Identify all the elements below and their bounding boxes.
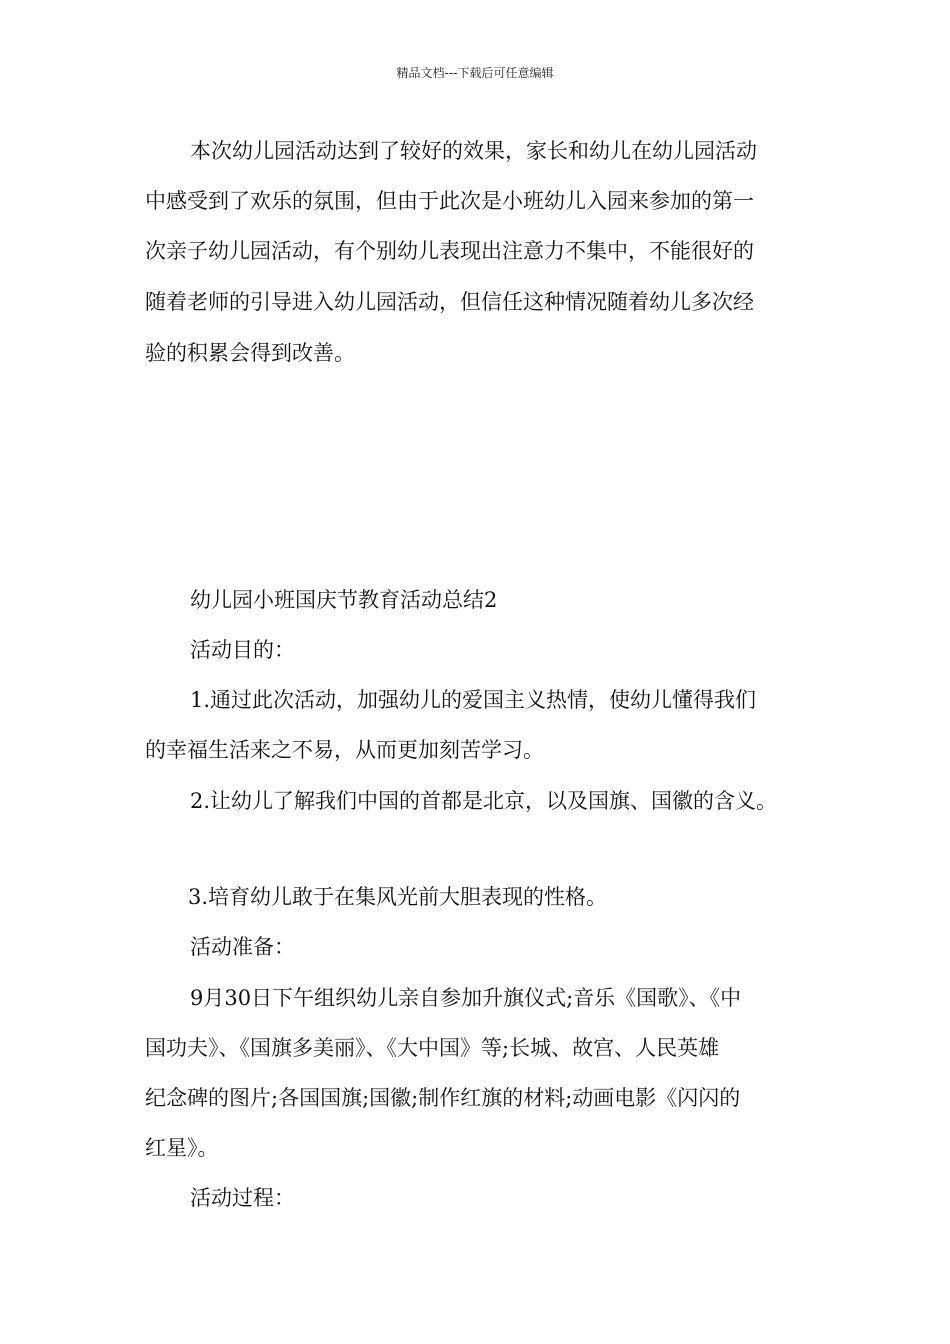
goal-item-3: 3.培育幼儿敢于在集风光前大胆表现的性格。 [188, 885, 608, 909]
prep-line: 纪念碑的图片;各国国旗;国徽;制作红旗的材料;动画电影《闪闪的 [145, 1086, 741, 1110]
section-title: 幼儿园小班国庆节教育活动总结2 [190, 588, 498, 612]
prep-line: 红星》。 [145, 1136, 219, 1160]
prep-line: 国功夫》、《国旗多美丽》、《大中国》等;长城、故宫、人民英雄 [145, 1036, 720, 1060]
goal-item-2: 2.让幼儿了解我们中国的首都是北京，以及国旗、国徽的含义。 [190, 789, 778, 813]
paragraph-line: 次亲子幼儿园活动，有个别幼儿表现出注意力不集中，不能很好的 [145, 239, 754, 263]
paragraph-line: 随着老师的引导进入幼儿园活动，但信任这种情况随着幼儿多次经 [145, 290, 754, 314]
goal-label: 活动目的： [190, 638, 295, 662]
goal-item-1-continued: 的幸福生活来之不易，从而更加刻苦学习。 [145, 738, 544, 762]
paragraph-line: 本次幼儿园活动达到了较好的效果，家长和幼儿在幼儿园活动 [190, 139, 757, 163]
page-header: 精品文档---下载后可任意编辑 [396, 66, 554, 80]
prep-line: 9月30日下午组织幼儿亲自参加升旗仪式;音乐《国歌》、《中 [190, 986, 742, 1010]
prep-label: 活动准备： [190, 935, 295, 959]
paragraph-line: 中感受到了欢乐的氛围，但由于此次是小班幼儿入园来参加的第一 [145, 189, 754, 213]
paragraph-line: 验的积累会得到改善。 [145, 341, 355, 365]
goal-item-1: 1.通过此次活动，加强幼儿的爱国主义热情，使幼儿懂得我们 [190, 688, 757, 712]
process-label: 活动过程： [190, 1186, 295, 1210]
